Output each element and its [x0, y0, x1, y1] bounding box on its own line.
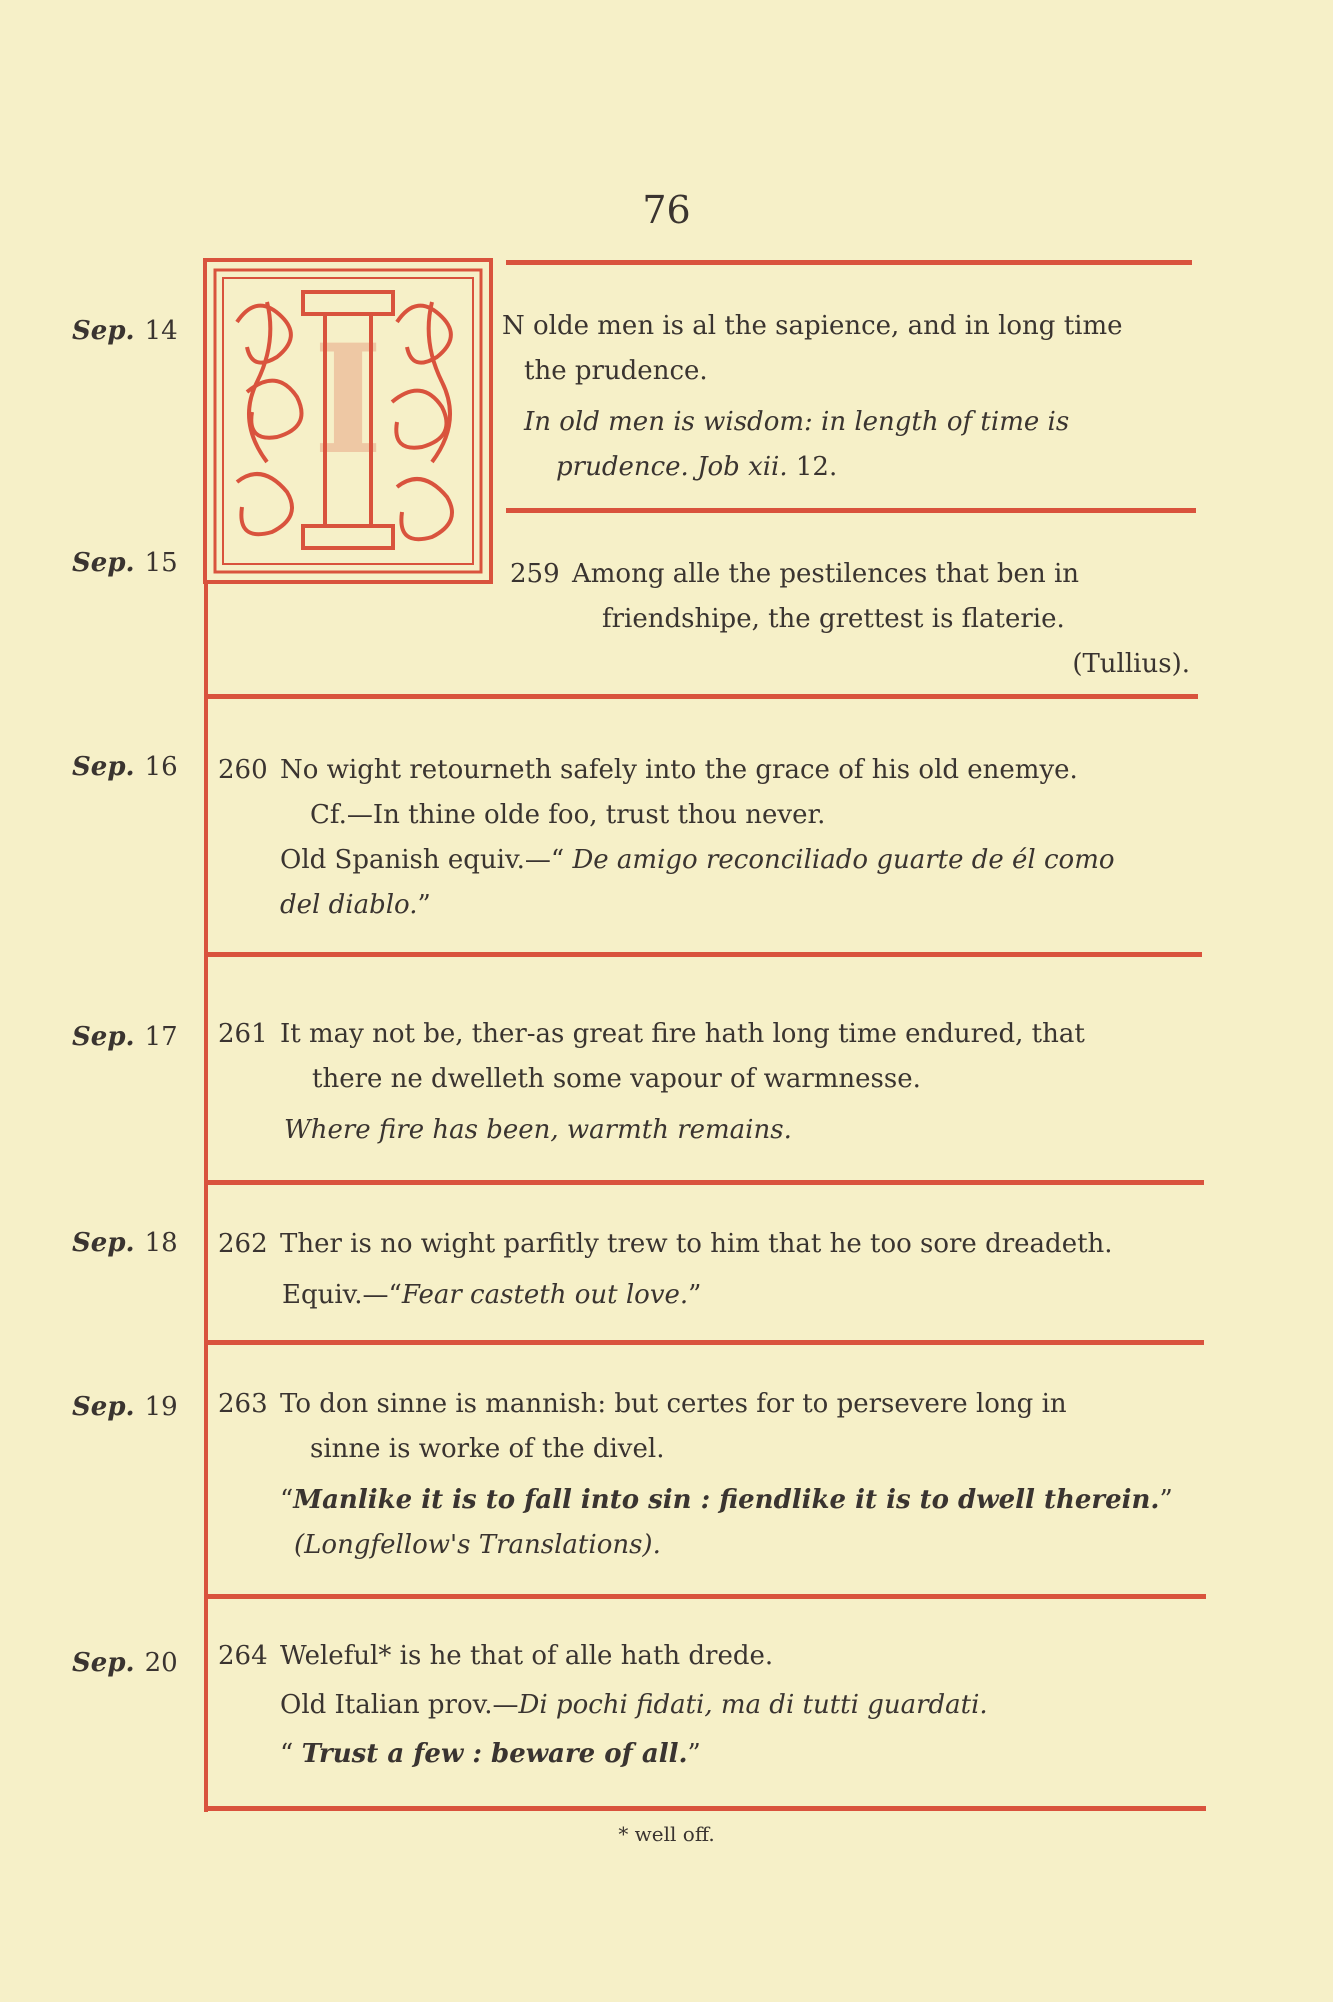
- entry-261: 261 It may not be, ther-as great fire hath long time endured, that there ne dwelleth some vapour of warmnesse. Where fire has been, warmth remains.: [218, 1019, 1085, 1145]
- date-label: Sep. 15: [72, 548, 178, 578]
- entry-263: 263 To don sinne is mannish: but certes for to persevere long in sinne is worke of the divel. “Manlike it is to fall into sin : fiendlike it is to dwell therein.” (Longfellow's Translations).: [218, 1389, 1173, 1560]
- date-label: Sep. 17: [72, 1022, 178, 1052]
- divider-rule: [204, 952, 1202, 957]
- entry-262: 262 Ther is no wight parfitly trew to him that he too sore dreadeth. Equiv.—“Fear casteth out love.”: [218, 1229, 1113, 1310]
- date-label: Sep. 18: [72, 1228, 178, 1258]
- svg-text:I: I: [312, 312, 384, 488]
- date-label: Sep. 16: [72, 752, 178, 782]
- divider-rule: [204, 1806, 1206, 1811]
- date-label: Sep. 14: [72, 316, 178, 346]
- entry-264: 264 Weleful* is he that of alle hath drede. Old Italian prov.—Di pochi fidati, ma di tutti guardati. “ Trust a few : beware of all.”: [218, 1641, 988, 1769]
- divider-rule: [204, 1340, 1204, 1345]
- page-number: 76: [642, 188, 691, 232]
- entry-259: 259 Among alle the pestilences that ben in friendshipe, the grettest is flaterie. (Tullius).: [510, 559, 1190, 679]
- divider-rule: [204, 694, 1198, 699]
- frame-left-border: [204, 580, 208, 1812]
- entry-260: 260 No wight retourneth safely into the grace of his old enemye. Cf.—In thine olde foo, trust thou never. Old Spanish equiv.—“ De amigo reconciliado guarte de él como del diablo.”: [218, 755, 1115, 920]
- footnote: * well off.: [618, 1822, 715, 1846]
- entry-258: N olde men is al the sapience, and in long time the prudence. In old men is wisdom: in length of time is prudence. Job xii. 12.: [502, 311, 1123, 482]
- divider-rule: [506, 508, 1196, 513]
- ornament-icon: [207, 262, 489, 580]
- date-label: Sep. 20: [72, 1648, 178, 1678]
- drop-cap-ornament: [203, 258, 493, 584]
- divider-rule: [204, 1180, 1204, 1185]
- divider-rule: [506, 260, 1192, 265]
- date-label: Sep. 19: [72, 1392, 178, 1422]
- divider-rule: [204, 1594, 1206, 1599]
